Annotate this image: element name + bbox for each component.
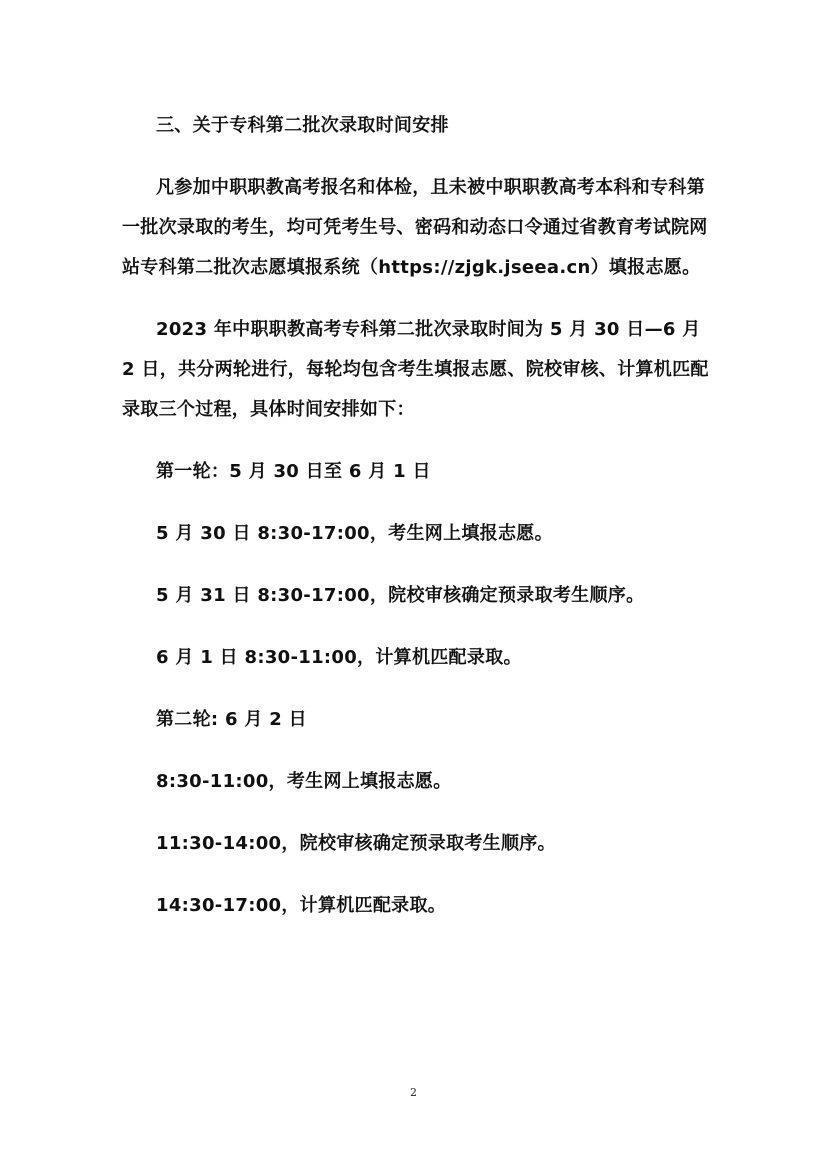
round1-item: 5 月 30 日 8:30-17:00，考生网上填报志愿。 xyxy=(156,523,553,544)
round1-title: 第一轮：5 月 30 日至 6 月 1 日 xyxy=(156,461,431,482)
intro-paragraph: 凡参加中职职教高考报名和体检，且未被中职职教高考本科和专科第一批次录取的考生，均可凭考生号、密码和动态口令通过省教育考试院网站专科第二批次志愿填报系统（https://zjgk.jseea.cn）填报志愿。 xyxy=(122,177,708,278)
paragraph-gap xyxy=(122,430,712,452)
schedule-summary-paragraph: 2023 年中职职教高考专科第二批次录取时间为 5 月 30 日—6 月 2 日，共分两轮进行，每轮均包含考生填报志愿、院校审核、计算机匹配录取三个过程，具体时间安排如下： xyxy=(122,319,709,420)
round2-item: 8:30-11:00，考生网上填报志愿。 xyxy=(156,771,452,792)
section-heading: 三、关于专科第二批次录取时间安排 xyxy=(156,115,449,136)
round2-title: 第二轮: 6 月 2 日 xyxy=(156,709,307,730)
round2-item: 14:30-17:00，计算机匹配录取。 xyxy=(156,895,447,916)
paragraph-gap xyxy=(122,678,712,700)
round2-item: 11:30-14:00，院校审核确定预录取考生顺序。 xyxy=(156,833,556,854)
paragraph-gap xyxy=(122,616,712,638)
page-number: 2 xyxy=(410,1086,417,1099)
document-body xyxy=(122,106,712,926)
paragraph-gap xyxy=(122,864,712,886)
round1-item: 6 月 1 日 8:30-11:00，计算机匹配录取。 xyxy=(156,647,522,668)
paragraph-gap xyxy=(122,740,712,762)
paragraph-gap xyxy=(122,802,712,824)
paragraph-gap xyxy=(122,492,712,514)
round1-item: 5 月 31 日 8:30-17:00，院校审核确定预录取考生顺序。 xyxy=(156,585,645,606)
paragraph-gap xyxy=(122,554,712,576)
paragraph-gap xyxy=(122,288,712,310)
